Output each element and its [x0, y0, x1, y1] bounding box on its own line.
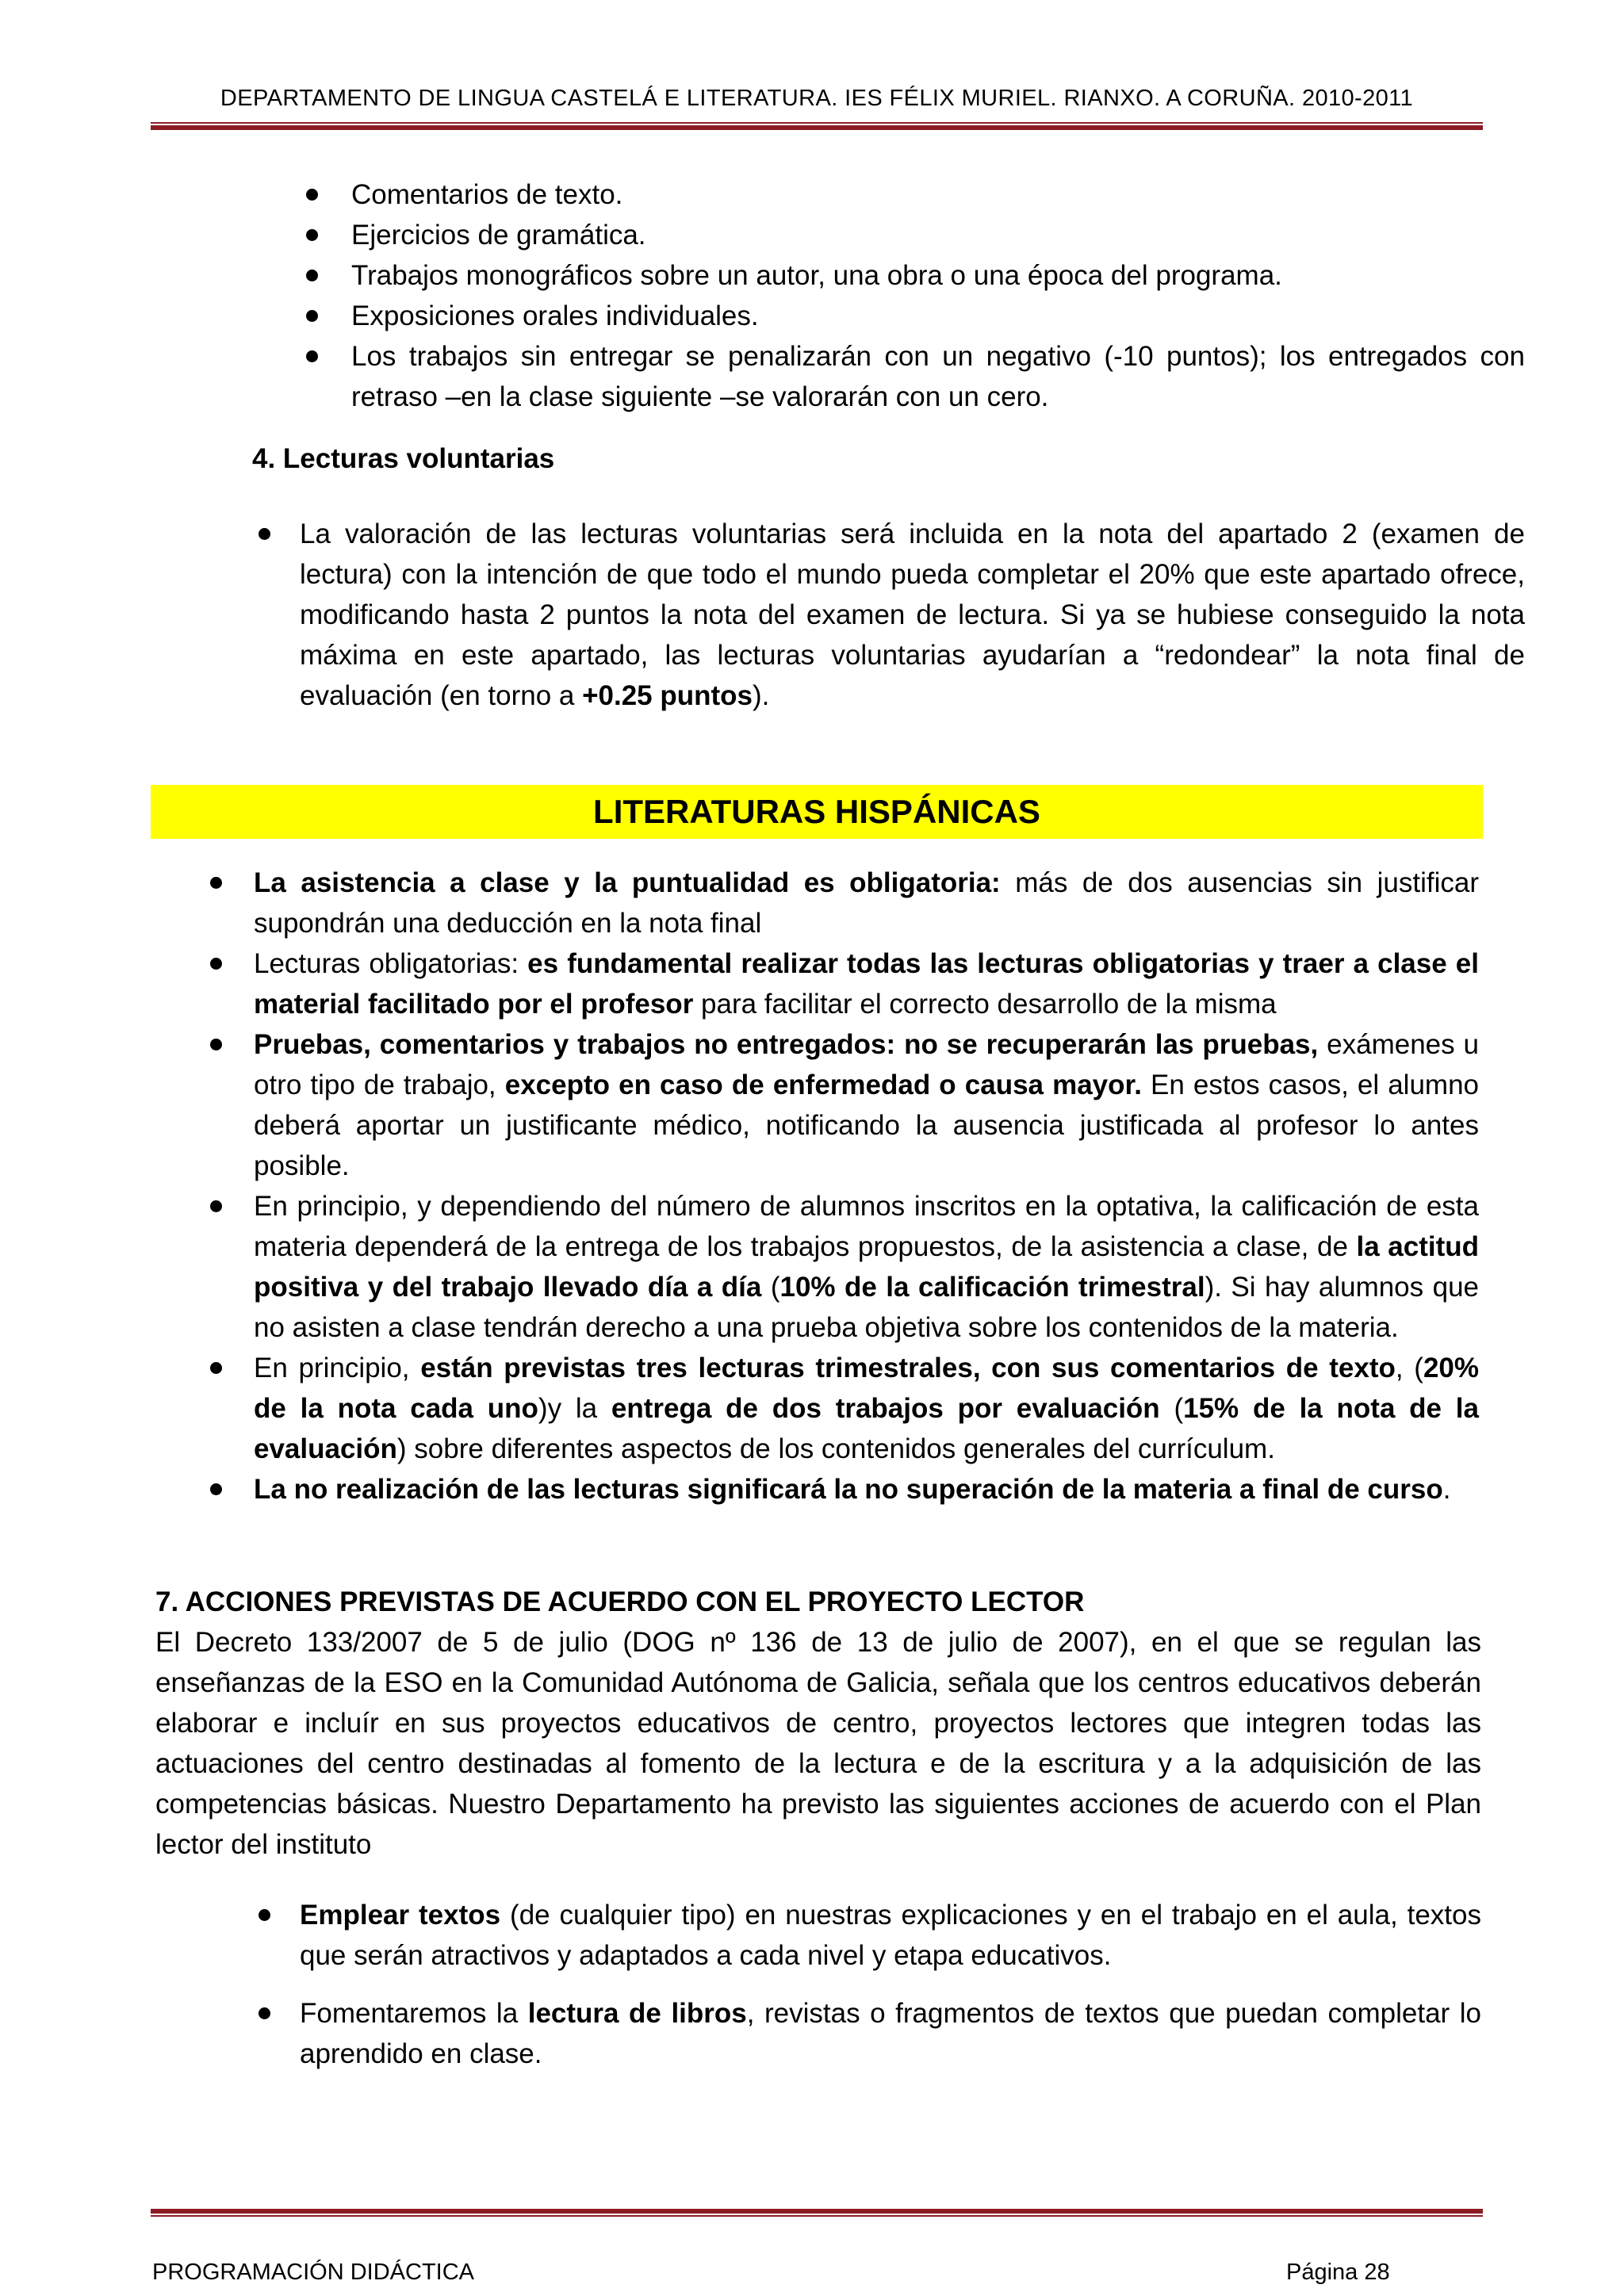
bullet-icon: [210, 1039, 222, 1050]
bullet-icon: [259, 1909, 270, 1921]
footer-rule-thin: [151, 2215, 1483, 2217]
list-item: Emplear textos (de cualquier tipo) en nuestras explicaciones y en el trabajo en el aula, textos que serán atractivos y adaptados a cada nivel y etapa educativos.: [300, 1895, 1481, 1976]
list-item: En principio, están previstas tres lecturas trimestrales, con sus comentarios de texto, (20% de la nota cada uno)y la entrega de dos trabajos por evaluación (15% de la nota de la evaluación) sobre diferentes aspectos de los contenidos generales del currículum.: [254, 1348, 1479, 1469]
bullet-icon: [306, 270, 318, 281]
list-item: Los trabajos sin entregar se penalizarán con un negativo (-10 puntos); los entregados con retraso –en la clase siguiente –se valorarán con un cero.: [351, 336, 1525, 417]
bullet-icon: [306, 229, 318, 241]
list-item: La asistencia a clase y la puntualidad es obligatoria: más de dos ausencias sin justificar supondrán una deducción en la nota final: [254, 863, 1479, 943]
acciones-paragraph: El Decreto 133/2007 de 5 de julio (DOG nº 136 de 13 de julio de 2007), en el que se regulan las enseñanzas de la ESO en la Comunidad Autónoma de Galicia, señala que los centros educativos deberán elaborar e incluír en sus proyectos educativos de centro, proyectos lectores que integren todas las actuaciones del centro destinadas al fomento de la lectura e de la escritura y a la adquisición de las competencias básicas. Nuestro Departamento ha previsto las siguientes acciones de acuerdo con el Plan lector del instituto: [155, 1627, 1481, 1860]
section-heading-lecturas: 4. Lecturas voluntarias: [252, 443, 555, 474]
page-number: Página 28: [1286, 2260, 1390, 2285]
bullet-icon: [210, 1483, 222, 1495]
header-rule: [151, 125, 1483, 130]
literaturas-list: [254, 863, 1479, 1510]
bullet-icon: [306, 189, 318, 201]
bullet-icon: [259, 2007, 270, 2019]
lecturas-list: [300, 514, 1525, 716]
bullet-icon: [259, 528, 270, 540]
list-item: Fomentaremos la lectura de libros, revistas o fragmentos de textos que puedan completar lo aprendido en clase.: [300, 1993, 1481, 2074]
section-heading-acciones: 7. ACCIONES PREVISTAS DE ACUERDO CON EL PROYECTO LECTOR: [155, 1586, 1085, 1617]
list-item: Ejercicios de gramática.: [351, 215, 1525, 255]
list-item: Comentarios de texto.: [351, 174, 1525, 215]
list-item: La valoración de las lecturas voluntarias será incluida en la nota del apartado 2 (examen de lectura) con la intención de que todo el mundo pueda completar el 20% que este apartado ofrece, modificando hasta 2 puntos la nota del examen de lectura. Si ya se hubiese conseguido la nota máxima en este apartado, las lecturas voluntarias ayudarían a “redondear” la nota final de evaluación (en torno a +0.25 puntos).: [300, 514, 1525, 716]
bullet-icon: [210, 877, 222, 889]
list-item: Trabajos monográficos sobre un autor, una obra o una época del programa.: [351, 255, 1525, 296]
evaluation-items-list: [351, 174, 1525, 417]
header-rule-thin: [151, 122, 1483, 124]
list-item: Pruebas, comentarios y trabajos no entregados: no se recuperarán las pruebas, exámenes u otro tipo de trabajo, excepto en caso de enfermedad o causa mayor. En estos casos, el alumno deberá aportar un justificante médico, notificando la ausencia justificada al profesor lo antes posible.: [254, 1024, 1479, 1186]
section-title-literaturas: LITERATURAS HISPÁNICAS: [151, 785, 1483, 839]
bullet-icon: [210, 1362, 222, 1374]
list-item: En principio, y dependiendo del número de alumnos inscritos en la optativa, la calificación de esta materia dependerá de la entrega de los trabajos propuestos, de la asistencia a clase, de la actitud positiva y del trabajo llevado día a día (10% de la calificación trimestral). Si hay alumnos que no asisten a clase tendrán derecho a una prueba objetiva sobre los contenidos de la materia.: [254, 1186, 1479, 1348]
list-item: Lecturas obligatorias: es fundamental realizar todas las lecturas obligatorias y traer a clase el material facilitado por el profesor para facilitar el correcto desarrollo de la misma: [254, 943, 1479, 1024]
list-item: Exposiciones orales individuales.: [351, 296, 1525, 336]
footer-rule: [151, 2209, 1483, 2214]
bullet-icon: [306, 310, 318, 322]
footer-document-title: PROGRAMACIÓN DIDÁCTICA: [152, 2260, 475, 2285]
bullet-icon: [210, 958, 222, 970]
bullet-icon: [210, 1200, 222, 1212]
bullet-icon: [306, 350, 318, 362]
list-item: La no realización de las lecturas significará la no superación de la materia a final de curso.: [254, 1469, 1479, 1510]
page-header: DEPARTAMENTO DE LINGUA CASTELÁ E LITERATURA. IES FÉLIX MURIEL. RIANXO. A CORUÑA. 2010-2011: [220, 86, 1414, 111]
acciones-list: [300, 1895, 1481, 2074]
